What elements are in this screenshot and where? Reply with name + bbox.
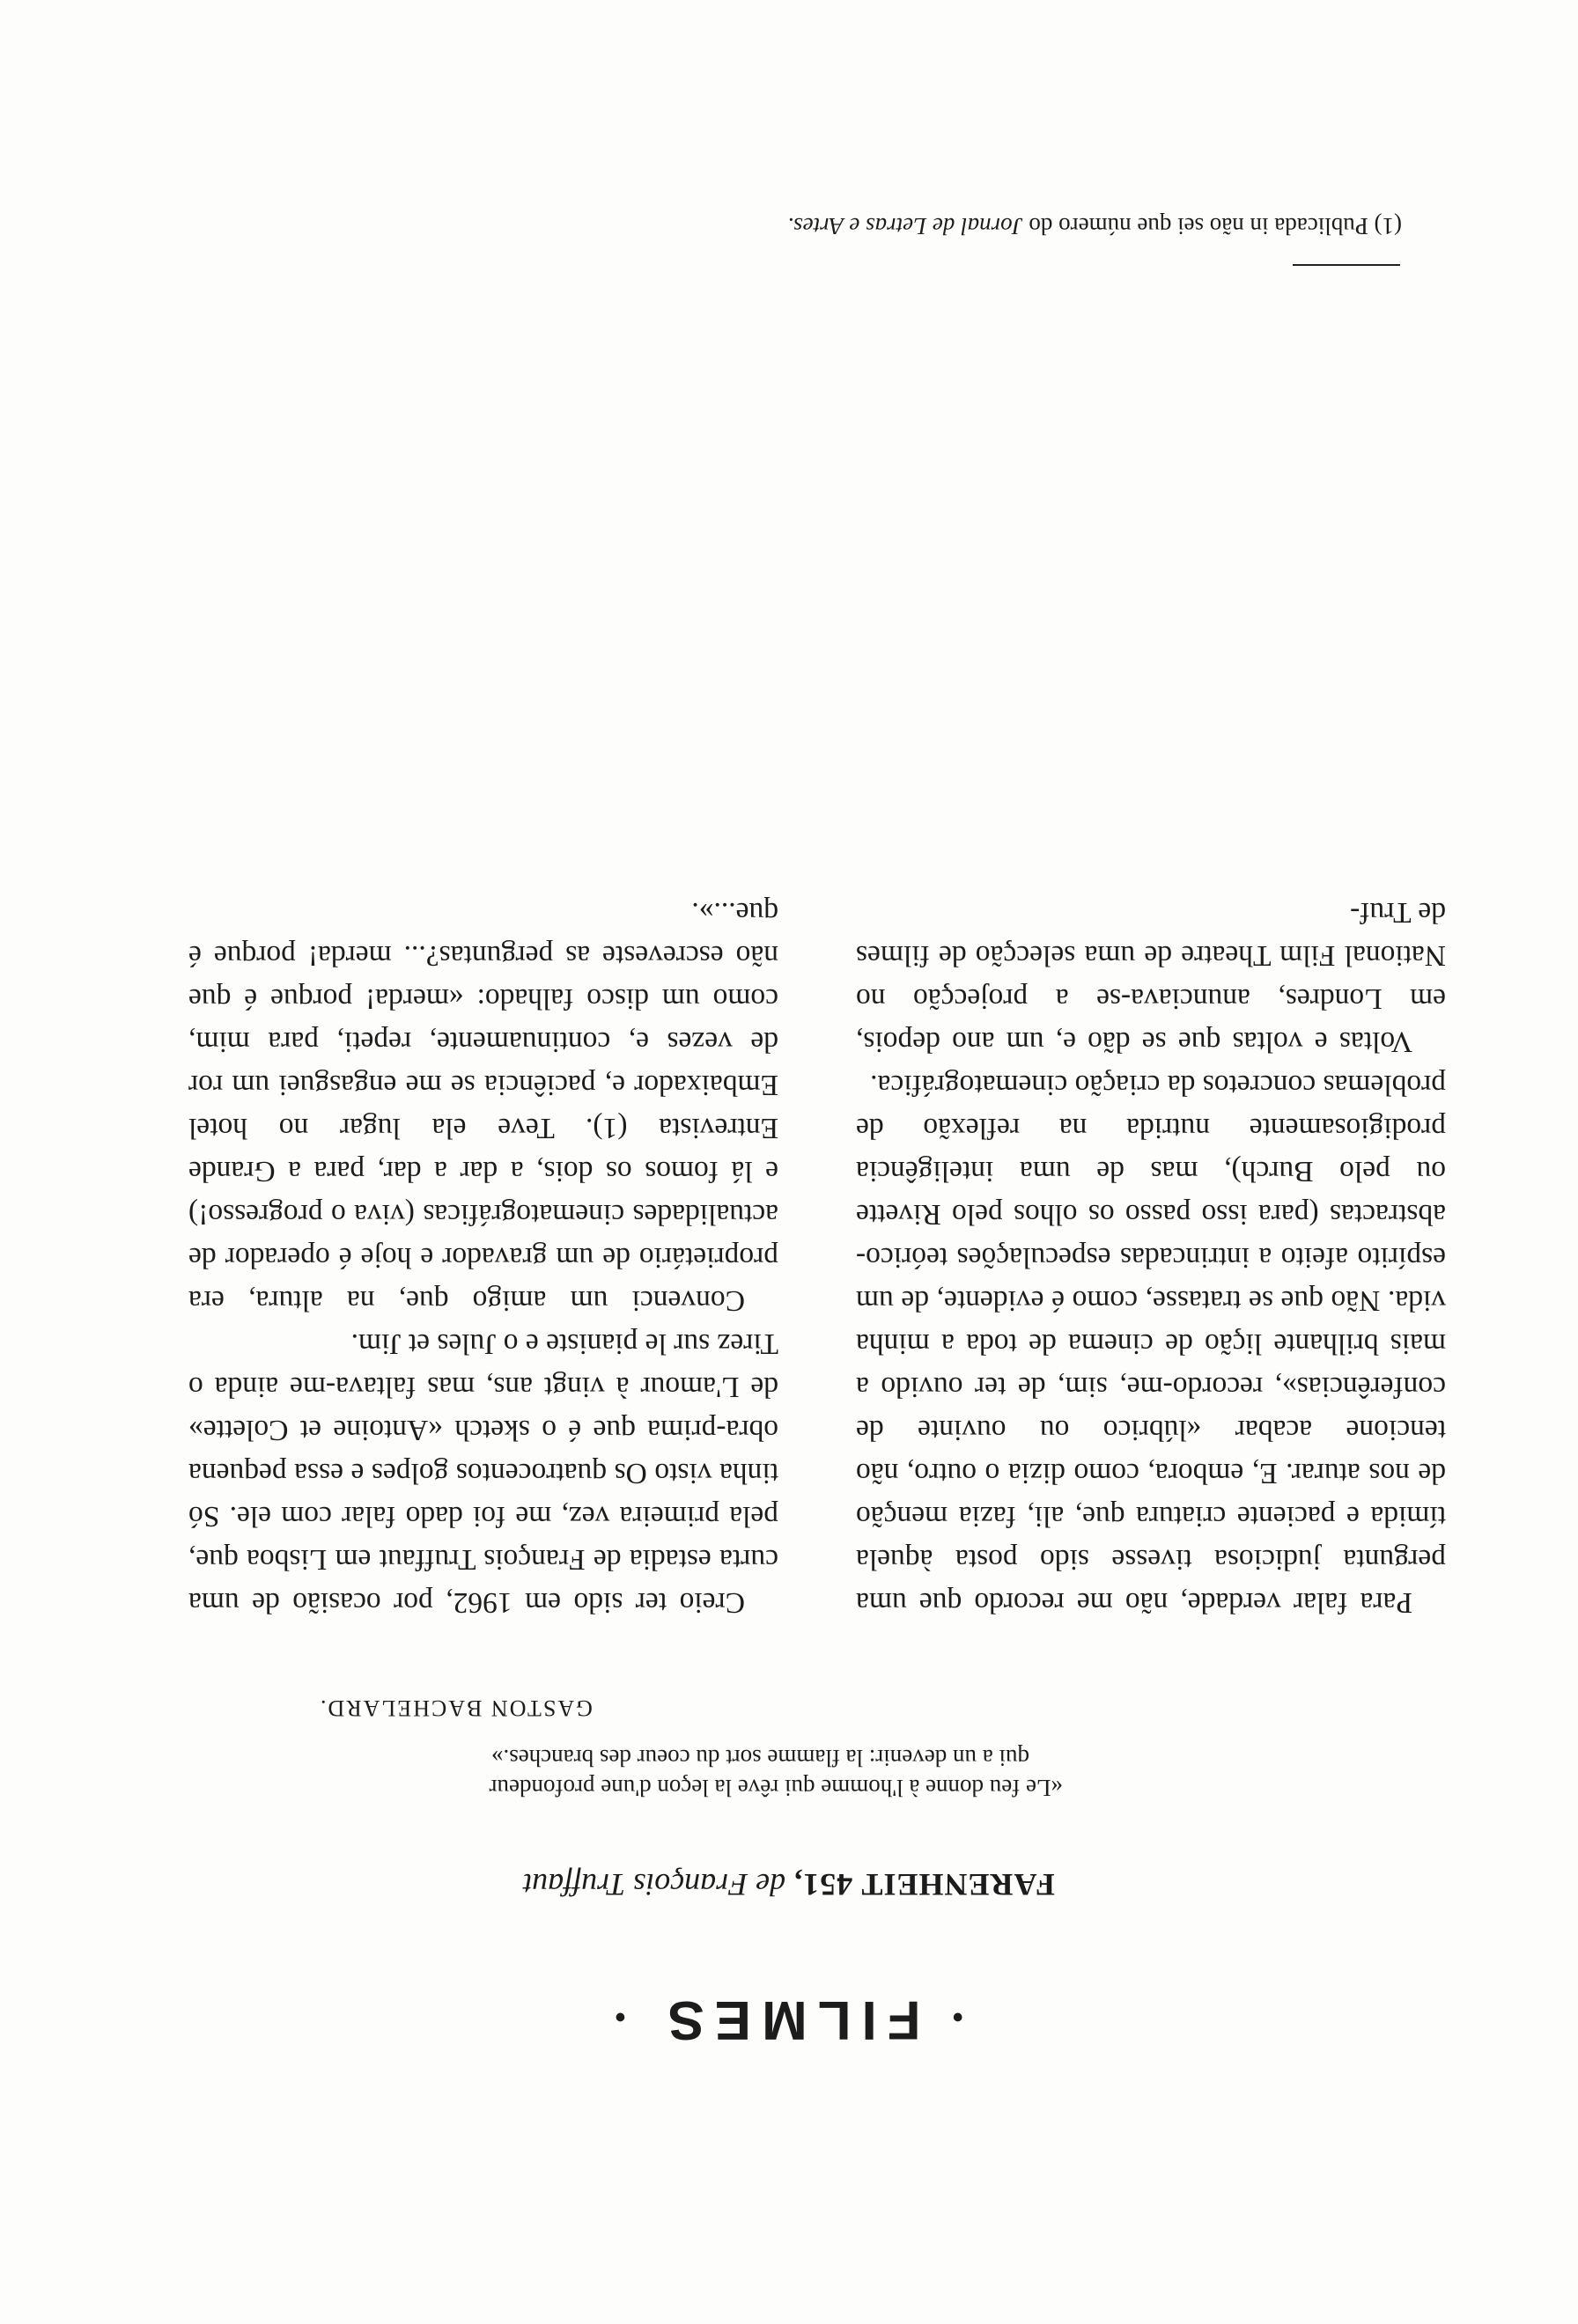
bullet-icon: •: [952, 1999, 963, 2034]
epigraph: [94, 1743, 1063, 1803]
paragraph: Creio ter sido em 1962, por ocasião de uma curta estadia de François Truffaut em Lisboa que, pela primeira vez, me foi dado falar com ele. Só tinha visto Os quatrocentos golpes e essa pequena obra-prima que é o sketch «Antoine et Colette» de L'amour à vingt ans, mas faltava-me ainda o Tirez sur le pianiste e o Jules et Jim.: [188, 1327, 778, 1619]
paragraph: Voltas e voltas que se dão e, um ano depois, em Londres, anunciava-se a projecção no National Film Theatre de uma selecção de filmes de Truf-: [856, 896, 1446, 1058]
section-heading: [0, 1989, 1578, 2051]
bullet-icon: •: [615, 1999, 626, 2034]
section-title-text: FILMES: [657, 1989, 921, 2050]
footnote-divider: [1293, 264, 1400, 266]
paragraph: Convenci um amigo que, na altura, era proprietário de um gravador e hoje é operador de actualidades cinematográficas (viva o progresso!) e lá fomos os dois, a dar a dar, para a Grande Entrevista (1). Teve ela lugar no hotel Embaixador e, paciência se me engasguei um ror de vezes e, continuamente, repeti, para mim, como um disco falhado: «merda! porque é que não escreveste as perguntas?... merda! porque é que...».: [188, 896, 778, 1317]
text-column-left: [188, 891, 778, 1624]
film-byline: de François Truffaut: [523, 1867, 786, 1902]
footnote: [169, 212, 1402, 239]
epigraph-line-2: qui a un devenir: la flamme sort du coeur des branches.»: [490, 1745, 1029, 1771]
epigraph-line-1: «Le feu donne à l'homme qui rêve la leçon d'une profondeur: [489, 1775, 1063, 1801]
paragraph: Para falar verdade, não me recordo que uma pergunta judiciosa tivesse sido posta àquela tímida e paciente criatura que, ali, fazia menção de nos aturar. E, embora, como dizia o outro, não tencione acabar «lúbrico ou ouvinte de conferências», recordo-me, sim, de ter ouvido a mais brilhante lição de cinema de toda a minha vida. Não que se tratasse, como é evidente, de um espírito afeito a intrincadas especulações teórico-abstractas (para isso passo os olhos pelo Rivette ou pelo Burch), mas de uma inteligência prodigiosamente nutrida na reflexão de problemas concretos da criação cinematográfica.: [856, 1069, 1446, 1619]
footnote-journal: Jornal de Letras e Artes.: [787, 213, 1023, 239]
epigraph-author: GASTON BACHELARD.: [319, 1695, 593, 1721]
film-title: [0, 1866, 1578, 1903]
film-title-main: FARENHEIT 451,: [793, 1867, 1055, 1902]
footnote-text: (1) Publicada in não sei que número do: [1029, 213, 1402, 239]
text-column-right: [856, 891, 1446, 1624]
